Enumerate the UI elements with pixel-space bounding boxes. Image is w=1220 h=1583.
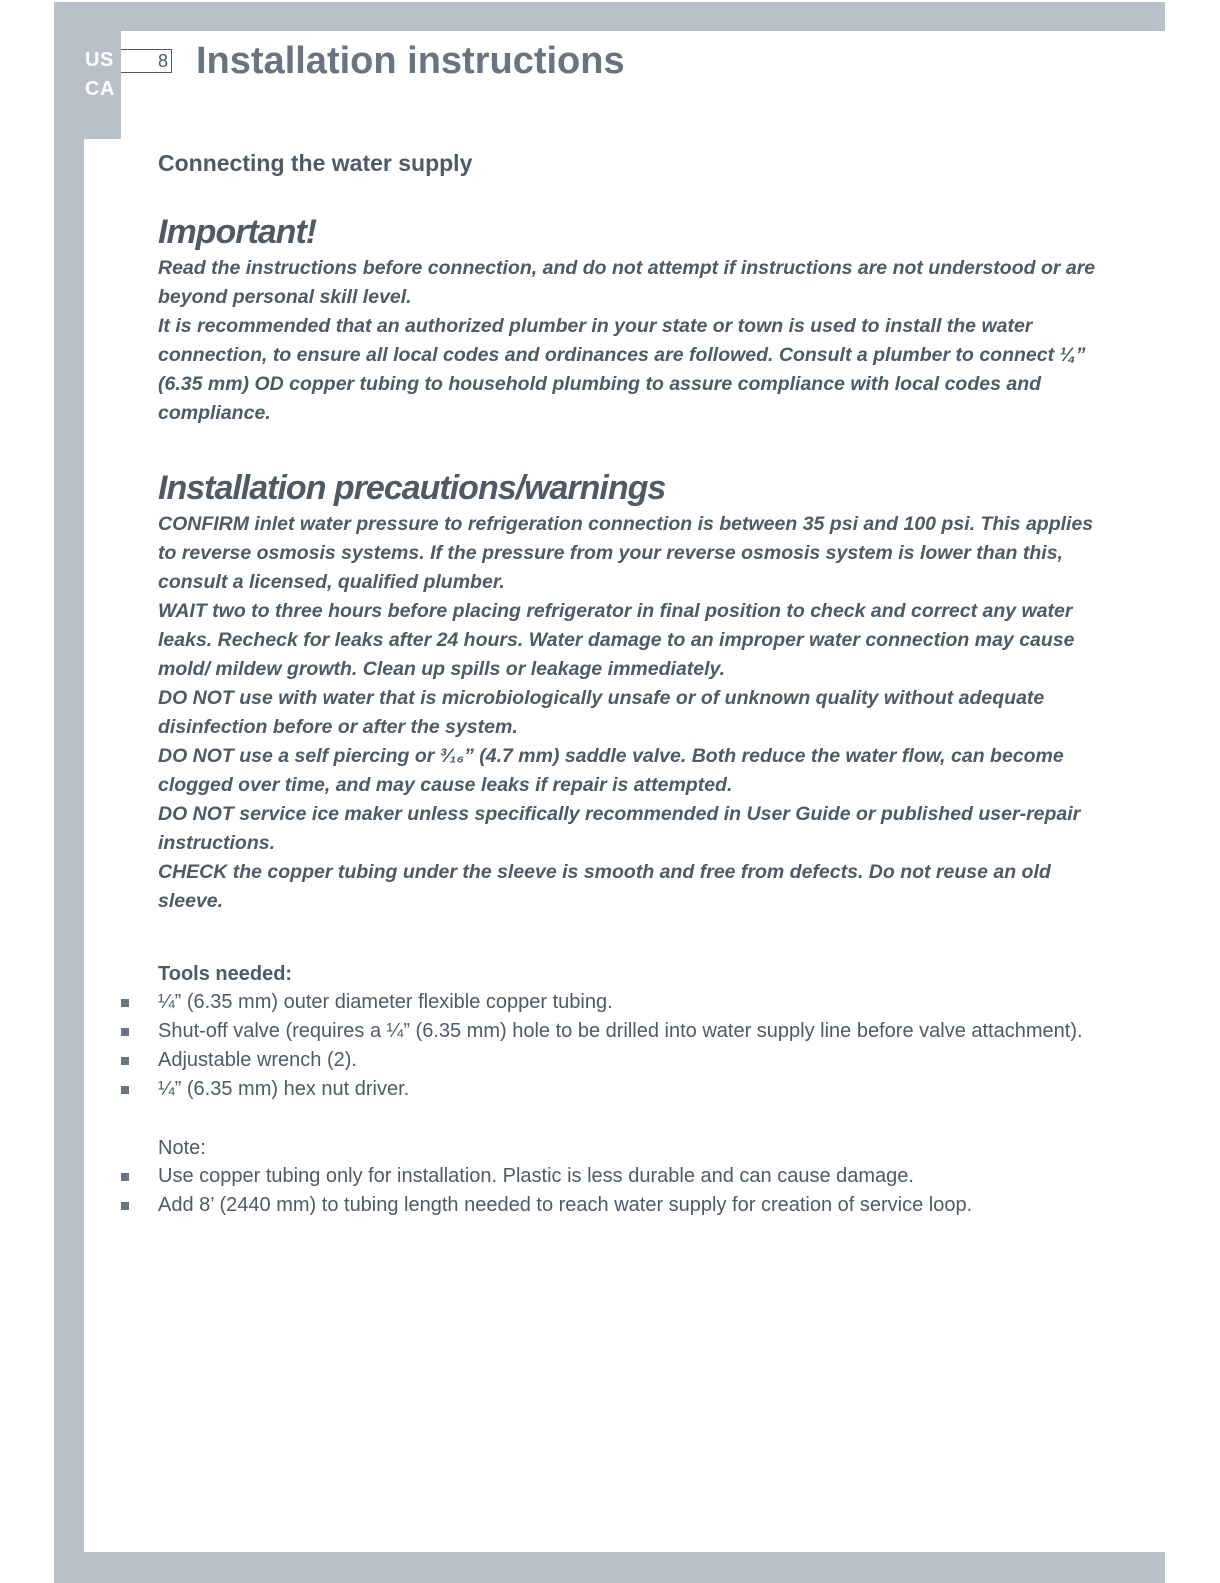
language-code-ca: CA: [85, 78, 115, 100]
list-item: ¼” (6.35 mm) outer diameter flexible copper tubing.: [158, 988, 1098, 1017]
precautions-heading: Installation precautions/warnings: [158, 469, 666, 507]
list-item: Use copper tubing only for installation. Plastic is less durable and can cause damage.: [158, 1162, 1098, 1191]
list-item: Add 8’ (2440 mm) to tubing length needed to reach water supply for creation of service loop.: [158, 1191, 1098, 1220]
precaution-paragraph: WAIT two to three hours before placing refrigerator in final position to check and correct any water leaks. Recheck for leaks after 24 hours. Water damage to an improper water connection may cause mold/ mildew growth. Clean up spills or leakage immediately.: [158, 600, 1075, 680]
note-label: Note:: [158, 1137, 206, 1159]
section-heading: Connecting the water supply: [158, 150, 473, 176]
language-code-us: US: [85, 49, 114, 71]
precaution-paragraph: DO NOT use with water that is microbiologically unsafe or of unknown quality without adequate disinfection before or after the system.: [158, 687, 1045, 738]
page-number: 8: [121, 49, 172, 73]
list-item: Adjustable wrench (2).: [158, 1046, 1098, 1075]
content-area: [158, 146, 1098, 1220]
precaution-paragraph: DO NOT use a self piercing or ³⁄₁₆” (4.7 mm) saddle valve. Both reduce the water flow, can become clogged over time, and may cause leaks if repair is attempted.: [158, 745, 1064, 796]
important-paragraph: It is recommended that an authorized plumber in your state or town is used to install the water connection, to ensure all local codes and ordinances are followed. Consult a plumber to connect ¼” (6.35 mm) OD copper tubing to household plumbing to assure compliance with local codes and compliance.: [158, 315, 1086, 424]
page-title: Installation instructions: [196, 40, 625, 82]
precaution-paragraph: CHECK the copper tubing under the sleeve is smooth and free from defects. Do not reuse an old sleeve.: [158, 861, 1051, 912]
precaution-paragraph: CONFIRM inlet water pressure to refrigeration connection is between 35 psi and 100 psi. This applies to reverse osmosis systems. If the pressure from your reverse osmosis system is lower than this, consult a licensed, qualified plumber.: [158, 513, 1094, 593]
important-heading: Important!: [158, 213, 317, 251]
important-paragraph: Read the instructions before connection, and do not attempt if instructions are not understood or are beyond personal skill level.: [158, 257, 1096, 308]
list-item: ¼” (6.35 mm) hex nut driver.: [158, 1075, 1098, 1104]
tools-label: Tools needed:: [158, 963, 293, 985]
tools-list: [158, 988, 1098, 1104]
precaution-paragraph: DO NOT service ice maker unless specifically recommended in User Guide or published user-repair instructions.: [158, 803, 1081, 854]
note-list: [158, 1162, 1098, 1220]
list-item: Shut-off valve (requires a ¼” (6.35 mm) hole to be drilled into water supply line before valve attachment).: [158, 1017, 1098, 1046]
